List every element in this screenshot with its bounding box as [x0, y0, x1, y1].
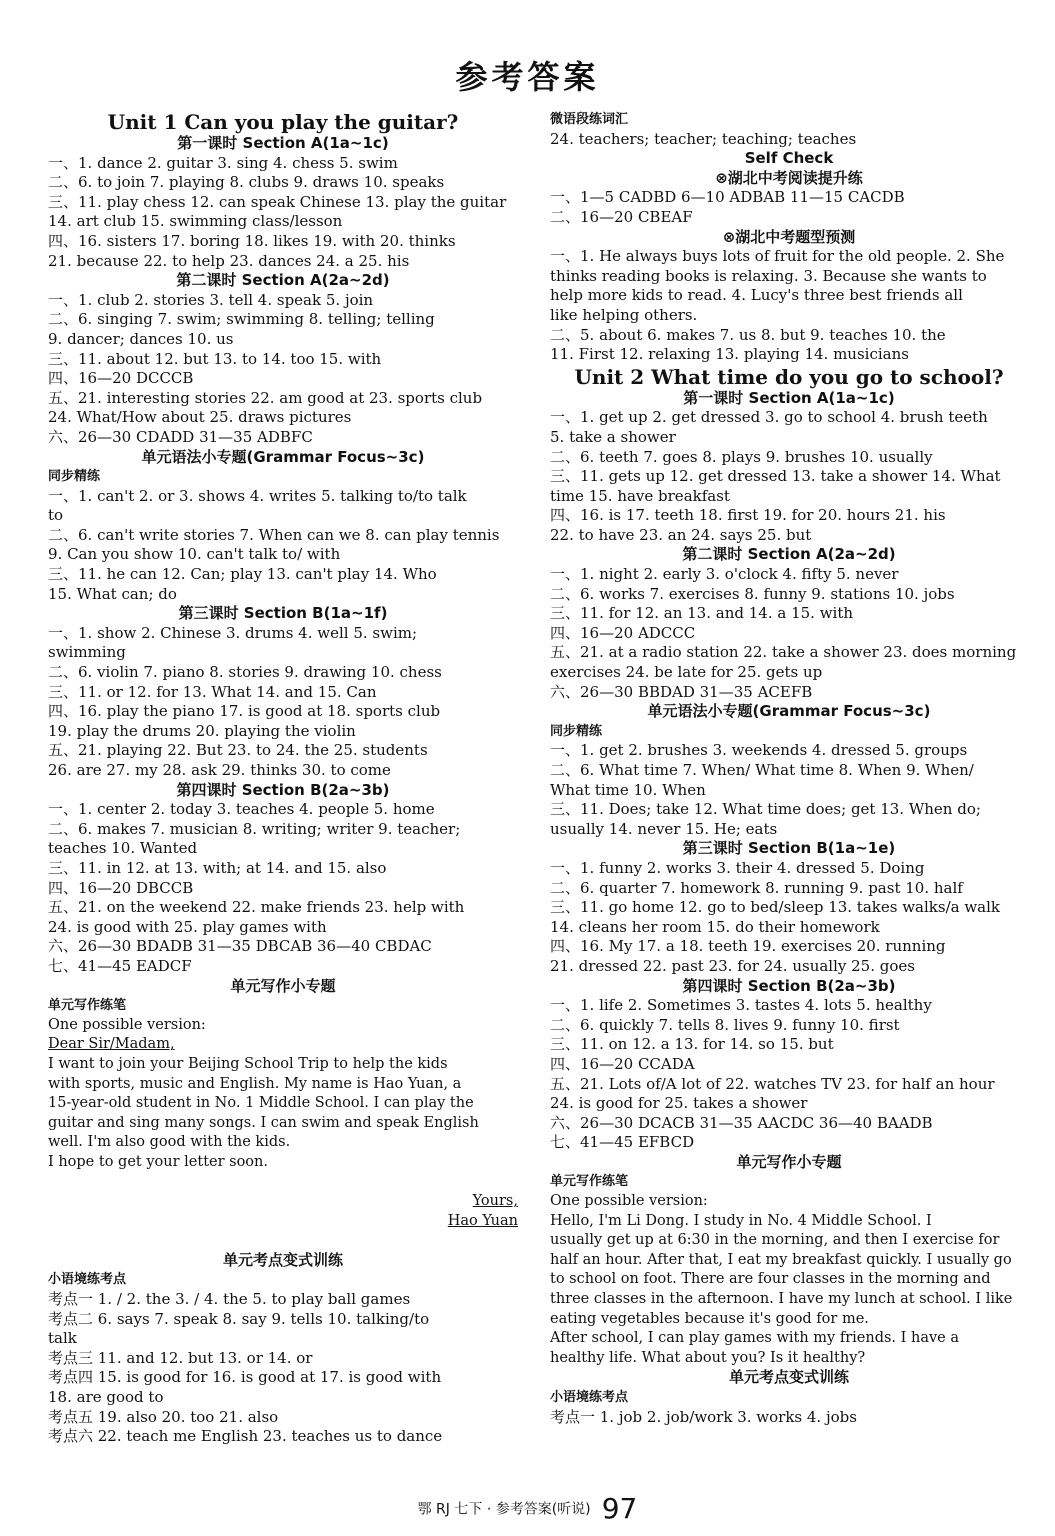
answer-line: 二、6. to join 7. playing 8. clubs 9. draws 10. speaks	[48, 173, 445, 192]
section-heading: 单元考点变式训练	[222, 1250, 343, 1269]
answer-line: 三、11. go home 12. go to bed/sleep 13. takes walks/a walk	[550, 898, 1001, 917]
section-heading: One possible version:	[48, 1016, 206, 1033]
answer-line: help more kids to read. 4. Lucy's three best friends all	[550, 286, 963, 305]
answer-line: 六、26—30 BDADB 31—35 DBCAB 36—40 CBDAC	[48, 937, 432, 956]
answer-line: 15. What can; do	[48, 584, 177, 603]
answer-line: 四、16. is 17. teeth 18. first 19. for 20. hours 21. his	[550, 506, 946, 525]
answer-line: 24. What/How about 25. draws pictures	[48, 408, 352, 427]
answer-line: 24. teachers; teacher; teaching; teaches	[550, 129, 857, 148]
answer-line: like helping others.	[550, 305, 698, 324]
answer-line: 二、6. quarter 7. homework 8. running 9. past 10. half	[550, 878, 963, 897]
answer-line: 三、11. for 12. an 13. and 14. a 15. with	[550, 604, 854, 623]
answer-line: 三、11. Does; take 12. What time does; get 13. When do;	[550, 800, 981, 819]
answer-line: 一、1. get up 2. get dressed 3. go to school 4. brush teeth	[550, 408, 988, 427]
answer-line: 五、21. interesting stories 22. am good at 23. sports club	[48, 388, 483, 407]
answer-line: 四、16. My 17. a 18. teeth 19. exercises 20. running	[550, 937, 946, 956]
answer-line: 二、6. What time 7. When/ What time 8. When 9. When/	[550, 761, 974, 779]
section-heading: ⊗湖北中考阅读提升练	[715, 168, 863, 187]
subsection-label: 同步精练	[550, 723, 603, 739]
answer-line: 三、11. about 12. but 13. to 14. too 15. with	[48, 349, 382, 368]
answer-line: 18. are good to	[48, 1388, 164, 1406]
answer-line: 一、1. dance 2. guitar 3. sing 4. chess 5. swim	[48, 153, 398, 172]
answer-line: 一、1. night 2. early 3. o'clock 4. fifty 5. never	[550, 565, 899, 584]
section-heading: 第一课时 Section A(1a~1c)	[177, 134, 389, 152]
page-footer	[0, 1492, 1055, 1525]
page-number: 97	[601, 1492, 638, 1525]
answer-line: 六、26—30 BBDAD 31—35 ACEFB	[550, 682, 813, 701]
answer-line: talk	[48, 1329, 77, 1348]
answer-line: teaches 10. Wanted	[48, 839, 198, 858]
answer-line: 9. Can you show 10. can't talk to/ with	[48, 545, 341, 564]
answer-line: 一、1. show 2. Chinese 3. drums 4. well 5. swim;	[48, 623, 418, 642]
footer-label: 鄂 RJ 七下 · 参考答案(听说)	[417, 1501, 591, 1518]
answer-line: 9. dancer; dances 10. us	[48, 329, 234, 348]
unit-title: Unit 1 Can you play the guitar?	[107, 110, 459, 134]
answer-line: 19. play the drums 20. playing the violin	[48, 721, 356, 740]
right-column	[550, 110, 1028, 1427]
answer-line: 14. cleans her room 15. do their homework	[550, 917, 880, 936]
unit-title: Unit 2 What time do you go to school?	[574, 364, 1004, 389]
answer-line: 5. take a shower	[550, 427, 676, 446]
answer-line: 一、1. club 2. stories 3. tell 4. speak 5. join	[48, 290, 374, 309]
unit-title: Yours,	[472, 1193, 518, 1210]
answer-line: 一、1. get 2. brushes 3. weekends 4. dressed 5. groups	[550, 741, 968, 760]
answer-line: 三、11. he can 12. Can; play 13. can't play 14. Who	[48, 565, 437, 584]
subsection-label: 单元写作练笔	[48, 998, 127, 1014]
answer-line: 四、16—20 ADCCC	[550, 623, 696, 642]
answer-line: 四、16—20 DCCCB	[48, 369, 194, 388]
answer-line: 考点一 1. / 2. the 3. / 4. the 5. to play ball games	[48, 1290, 411, 1309]
answer-line: 四、16. sisters 17. boring 18. likes 19. with 20. thinks	[48, 231, 456, 250]
subsection-label: 同步精练	[48, 469, 101, 485]
answer-line: 四、16—20 DBCCB	[48, 878, 194, 897]
unit-title: Hao Yuan	[447, 1212, 518, 1229]
answer-line: 一、1. can't 2. or 3. shows 4. writes 5. talking to/to talk	[48, 486, 467, 505]
answer-line: 24. is good for 25. takes a shower	[550, 1094, 808, 1113]
answer-line: 一、1. life 2. Sometimes 3. tastes 4. lots 5. healthy	[550, 996, 932, 1015]
answer-line	[48, 1231, 518, 1251]
answer-line: 五、21. playing 22. But 23. to 24. the 25. students	[48, 741, 428, 760]
section-heading: well. I'm also good with the kids.	[48, 1134, 291, 1151]
section-heading: After school, I can play games with my friends. I have a	[550, 1330, 959, 1347]
answer-line: 三、11. on 12. a 13. for 14. so 15. but	[550, 1035, 834, 1054]
answer-line: 五、21. Lots of/A lot of 22. watches TV 23. for half an hour	[550, 1074, 995, 1093]
answer-line: 一、1—5 CADBD 6—10 ADBAB 11—15 CACDB	[550, 188, 905, 207]
answer-line: 考点三 11. and 12. but 13. or 14. or	[48, 1348, 313, 1367]
subsection-label: 单元写作练笔	[550, 1174, 629, 1190]
section-heading: to school on foot. There are four classes in the morning and	[550, 1271, 991, 1288]
left-column	[48, 110, 518, 1447]
answer-line: 五、21. on the weekend 22. make friends 23. help with	[48, 898, 465, 917]
answer-line: 二、6. quickly 7. tells 8. lives 9. funny 10. first	[550, 1015, 900, 1034]
section-heading: half an hour. After that, I eat my breakfast quickly. I usually go	[550, 1251, 1012, 1268]
section-heading: 第四课时 Section B(2a~3b)	[176, 780, 390, 799]
section-heading: with sports, music and English. My name is Hao Yuan, a	[48, 1075, 462, 1092]
section-heading: Self Check	[744, 149, 834, 168]
section-heading	[48, 1172, 518, 1192]
answer-line: 五、21. at a radio station 22. take a shower 23. does morning	[550, 643, 1017, 662]
section-heading: Hello, I'm Li Dong. I study in No. 4 Middle School. I	[550, 1212, 932, 1229]
section-heading: I hope to get your letter soon.	[48, 1153, 268, 1170]
answer-line: 三、11. or 12. for 13. What 14. and 15. Can	[48, 682, 377, 701]
section-heading: 第三课时 Section B(1a~1e)	[682, 839, 896, 858]
answer-line: 二、6. violin 7. piano 8. stories 9. drawing 10. chess	[48, 663, 442, 682]
section-heading: 单元考点变式训练	[728, 1368, 849, 1387]
section-heading: ⊗湖北中考题型预测	[722, 227, 856, 246]
answer-line: 二、6. works 7. exercises 8. funny 9. stations 10. jobs	[550, 584, 955, 603]
answer-line: 七、41—45 EADCF	[48, 956, 192, 975]
section-heading: I want to join your Beijing School Trip to help the kids	[48, 1055, 448, 1072]
answer-line: 二、6. teeth 7. goes 8. plays 9. brushes 10. usually	[550, 447, 933, 466]
answer-line: 四、16—20 CCADA	[550, 1054, 695, 1073]
section-heading: eating vegetables because it's good for me.	[550, 1310, 869, 1327]
section-heading: 第四课时 Section B(2a~3b)	[682, 976, 896, 995]
section-heading: healthy life. What about you? Is it healthy?	[550, 1349, 866, 1366]
answer-line: 三、11. play chess 12. can speak Chinese 13. play the guitar	[48, 192, 507, 211]
answer-line: 考点五 19. also 20. too 21. also	[48, 1407, 279, 1426]
answer-line: to	[48, 506, 64, 525]
answer-line: 21. dressed 22. past 23. for 24. usually 25. goes	[550, 956, 915, 975]
answer-line: 考点六 22. teach me English 23. teaches us to dance	[48, 1427, 443, 1446]
answer-line: 三、11. gets up 12. get dressed 13. take a shower 14. What	[550, 467, 1001, 486]
answer-line: swimming	[48, 643, 126, 662]
subsection-label: 小语境练考点	[48, 1272, 127, 1288]
section-heading: 单元语法小专题(Grammar Focus~3c)	[141, 447, 425, 466]
answer-line: 二、6. singing 7. swim; swimming 8. telling; telling	[48, 310, 435, 329]
section-heading: 第三课时 Section B(1a~1f)	[178, 604, 388, 623]
subsection-label: 小语境练考点	[550, 1390, 629, 1405]
section-heading: 单元写作小专题	[230, 976, 336, 995]
section-heading: three classes in the afternoon. I have my lunch at school. I like	[550, 1291, 1013, 1308]
page-title: 参考答案	[455, 58, 600, 96]
answer-line: 一、1. He always buys lots of fruit for the old people. 2. She	[550, 247, 1005, 266]
subsection-label: 微语段练词汇	[550, 112, 629, 127]
answer-line: 26. are 27. my 28. ask 29. thinks 30. to come	[48, 761, 391, 779]
answer-line: 11. First 12. relaxing 13. playing 14. musicians	[550, 345, 909, 364]
answer-line: 六、26—30 DCACB 31—35 AACDC 36—40 BAADB	[550, 1113, 933, 1132]
answer-line: 一、1. center 2. today 3. teaches 4. people 5. home	[48, 800, 435, 819]
answer-line: 四、16. play the piano 17. is good at 18. sports club	[48, 702, 441, 721]
section-heading: One possible version:	[550, 1193, 708, 1210]
section-heading: 第二课时 Section A(2a~2d)	[176, 271, 390, 290]
answer-line: 六、26—30 CDADD 31—35 ADBFC	[48, 427, 313, 446]
answer-line: exercises 24. be late for 25. gets up	[550, 663, 823, 682]
answer-line: 三、11. in 12. at 13. with; at 14. and 15. also	[48, 858, 387, 877]
answer-line: 14. art club 15. swimming class/lesson	[48, 212, 343, 231]
section-heading: guitar and sing many songs. I can swim and speak English	[48, 1114, 479, 1131]
answer-line: 考点一 1. job 2. job/work 3. works 4. jobs	[550, 1407, 857, 1426]
answer-line: 21. because 22. to help 23. dances 24. a 25. his	[48, 251, 410, 270]
section-heading: 单元写作小专题	[736, 1152, 842, 1171]
answer-line: 24. is good with 25. play games with	[48, 917, 327, 936]
section-heading: 第二课时 Section A(2a~2d)	[682, 545, 896, 564]
section-heading: 第一课时 Section A(1a~1c)	[683, 388, 895, 407]
answer-line: thinks reading books is relaxing. 3. Because she wants to	[550, 266, 987, 285]
answer-line: 二、6. can't write stories 7. When can we 8. can play tennis	[48, 525, 500, 544]
answer-line: 22. to have 23. an 24. says 25. but	[550, 525, 812, 544]
answer-line: time 15. have breakfast	[550, 486, 730, 505]
section-heading: 单元语法小专题(Grammar Focus~3c)	[647, 702, 931, 721]
answer-line: What time 10. When	[550, 780, 706, 799]
unit-title: Dear Sir/Madam,	[48, 1036, 175, 1053]
answer-line: 二、6. makes 7. musician 8. writing; writer 9. teacher;	[48, 819, 461, 838]
section-heading: 15-year-old student in No. 1 Middle School. I can play the	[48, 1095, 474, 1112]
answer-line: 二、16—20 CBEAF	[550, 207, 693, 226]
answer-line: 一、1. funny 2. works 3. their 4. dressed 5. Doing	[550, 858, 925, 877]
answer-line: 考点二 6. says 7. speak 8. say 9. tells 10. talking/to	[48, 1309, 430, 1328]
answer-line: 考点四 15. is good for 16. is good at 17. is good with	[48, 1368, 442, 1387]
section-heading: usually get up at 6:30 in the morning, and then I exercise for	[550, 1232, 1000, 1249]
answer-line: 七、41—45 EFBCD	[550, 1133, 695, 1152]
answer-line: usually 14. never 15. He; eats	[550, 819, 778, 838]
answer-line: 二、5. about 6. makes 7. us 8. but 9. teaches 10. the	[550, 325, 946, 344]
